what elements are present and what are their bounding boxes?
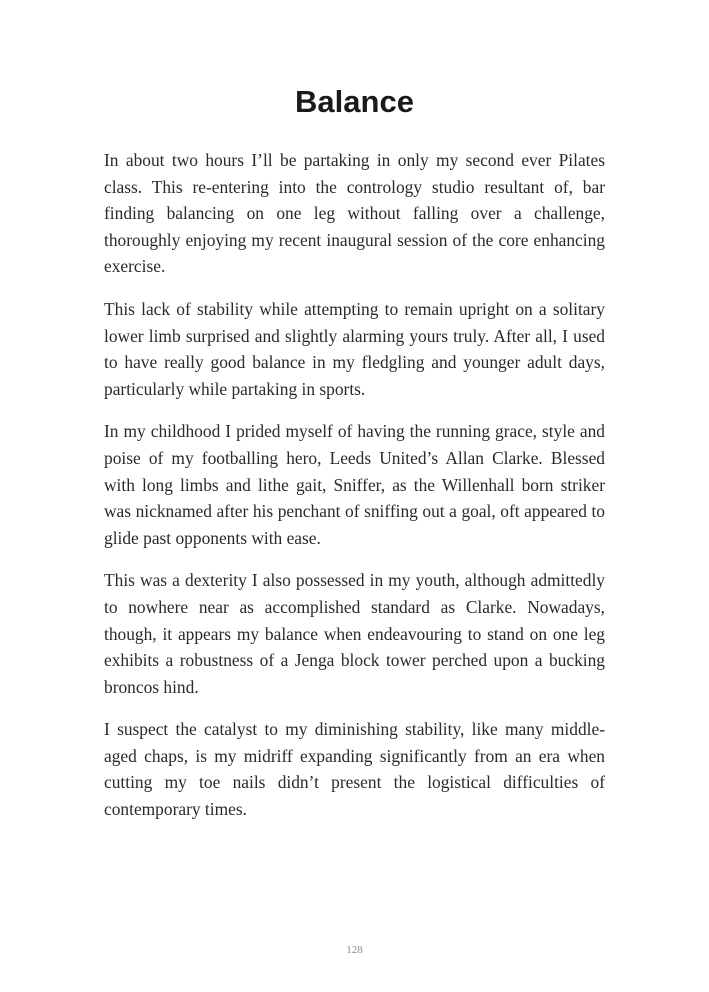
chapter-title: Balance: [295, 84, 414, 119]
paragraph-1: In about two hours I’ll be partaking in only my second ever Pilates class. This re-entering into the contrology studio resultant of, bar finding balancing on one leg without falling over a challenge, thoroughly enjoying my recent inaugural session of the core enhancing exercise.: [104, 150, 605, 277]
body-text: [104, 147, 605, 839]
page-number: 128: [346, 944, 363, 956]
paragraph-4: This was a dexterity I also possessed in my youth, although admittedly to nowhere near as accomplished standard as Clarke. Nowadays, though, it appears my balance when endeavouring to stand on one leg exhibits a robustness of a Jenga block tower perched upon a bucking broncos hind.: [104, 570, 605, 697]
paragraph-5: I suspect the catalyst to my diminishing stability, like many middle-aged chaps, is my midriff expanding significantly from an era when cutting my toe nails didn’t present the logistical difficulties of contemporary times.: [104, 719, 605, 820]
paragraph-3: In my childhood I prided myself of having the running grace, style and poise of my footballing hero, Leeds United’s Allan Clarke. Blessed with long limbs and lithe gait, Sniffer, as the Willenhall born striker was nicknamed after his penchant of sniffing out a goal, oft appeared to glide past opponents with ease.: [104, 421, 605, 548]
paragraph-2: This lack of stability while attempting to remain upright on a solitary lower limb surprised and slightly alarming yours truly. After all, I used to have really good balance in my fledgling and younger adult days, particularly while partaking in sports.: [104, 298, 605, 399]
